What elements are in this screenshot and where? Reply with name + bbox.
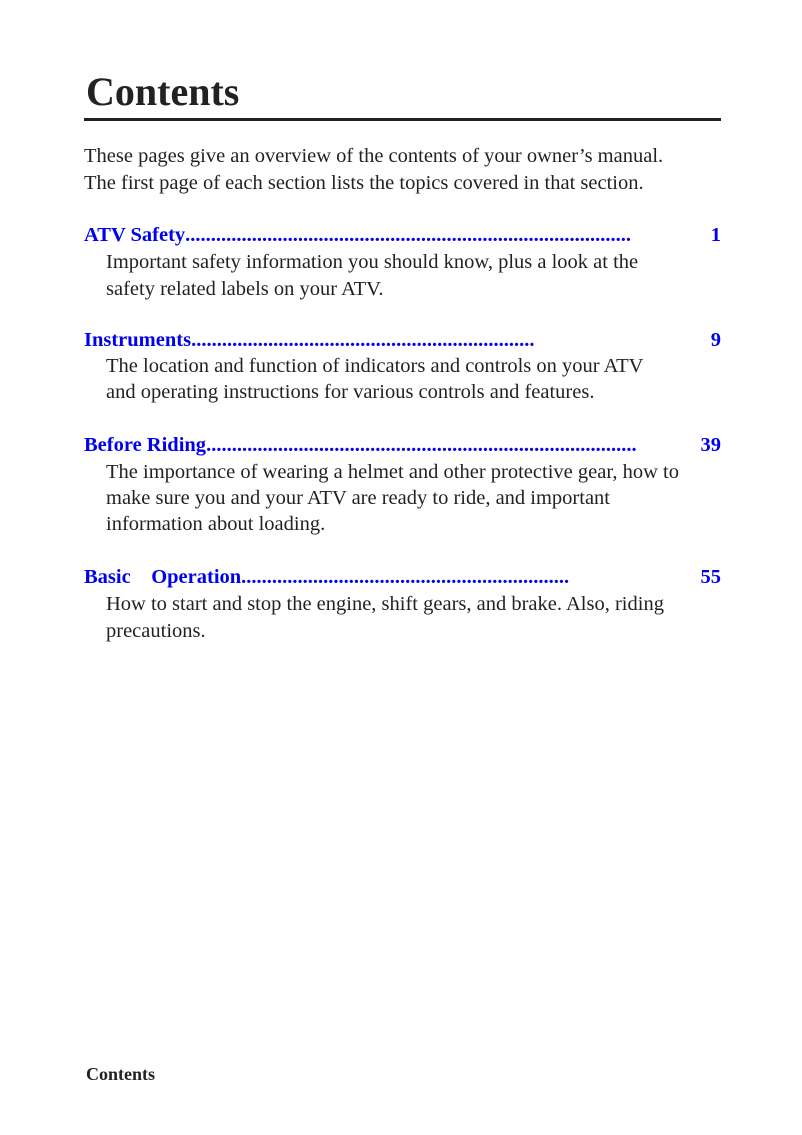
section-description: make sure you and your ATV are ready to ride, and important	[106, 487, 611, 509]
section-description: The importance of wearing a helmet and other protective gear, how to	[106, 461, 679, 483]
intro-line: These pages give an overview of the contents of your owner’s manual.	[84, 145, 664, 167]
toc-link-instruments[interactable]: Instruments	[84, 329, 192, 351]
section-description: Important safety information you should know, plus a look at the	[106, 251, 639, 273]
toc-leader: .......................................................................................	[185, 224, 632, 246]
toc-page-instruments[interactable]: 9	[710, 329, 721, 351]
toc-leader: ................................................................	[241, 566, 570, 588]
toc-page-before-riding[interactable]: 39	[700, 434, 721, 456]
section-description: information about loading.	[106, 513, 326, 535]
page-footer: Contents	[86, 1064, 156, 1084]
toc-page-basic-operation[interactable]: 55	[700, 566, 721, 588]
section-description: The location and function of indicators and controls on your ATV	[106, 355, 644, 377]
intro-line: The first page of each section lists the topics covered in that section.	[84, 172, 644, 194]
section-description: precautions.	[106, 620, 206, 642]
toc-link-before-riding[interactable]: Before Riding	[84, 434, 207, 456]
toc-link-atv-safety[interactable]: ATV Safety	[84, 224, 186, 246]
toc-leader: ...................................................................	[191, 329, 535, 351]
toc-entry-basic-operation	[84, 566, 721, 589]
title-divider	[84, 118, 721, 121]
toc-entry-before-riding	[84, 434, 721, 457]
toc-page-atv-safety[interactable]: 1	[710, 224, 721, 246]
section-description: safety related labels on your ATV.	[106, 278, 384, 300]
section-description: and operating instructions for various controls and features.	[106, 381, 595, 403]
page-title: Contents	[86, 69, 240, 114]
toc-entry-instruments	[84, 329, 721, 352]
toc-entry-atv-safety	[84, 224, 721, 247]
section-description: How to start and stop the engine, shift gears, and brake. Also, riding	[106, 593, 664, 615]
toc-leader: ....................................................................................	[206, 434, 637, 456]
toc-link-basic-operation[interactable]: Basic Operation	[84, 566, 242, 588]
